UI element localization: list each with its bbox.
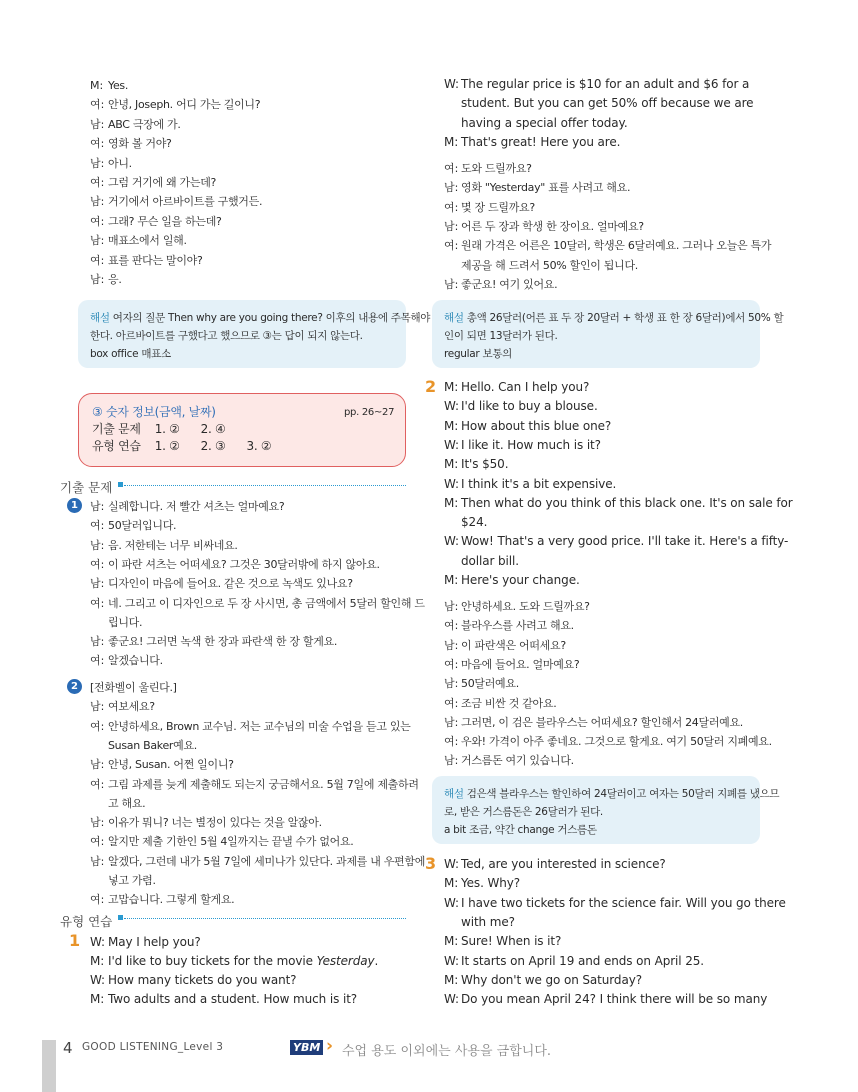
section-marker (118, 482, 123, 487)
dialog-text: 안녕하세요, Brown 교수님. 저는 교수님의 미술 수업을 듣고 있는 (108, 719, 411, 733)
dialog-line (461, 259, 638, 273)
speaker-label: 여: (90, 98, 105, 112)
speaker-label: 남: (444, 181, 459, 195)
answer-key-title: ③ 숫자 정보(금액, 날짜) (92, 405, 216, 419)
speaker-label: 여: (90, 214, 105, 228)
note-text: a bit 조금, 약간 change 거스름돈 (444, 824, 597, 836)
dialog-text: 넣고 가렴. (108, 874, 156, 887)
dialog-text: It starts on April 19 and ends on April 25. (461, 953, 705, 968)
dialog-line (461, 534, 788, 549)
ybm-logo-text: YBM (293, 1041, 321, 1054)
dialog-text: 표를 판다는 말이야? (108, 253, 203, 267)
note-line (90, 329, 363, 343)
dialog-line (461, 896, 786, 911)
dialog-text: Do you mean April 24? I think there will be so many (461, 992, 768, 1007)
dialog-text: [전화벨이 울린다.] (90, 681, 177, 694)
dialog-text: 음. 저한테는 너무 비싸네요. (108, 538, 238, 552)
speaker-label: W: (444, 399, 460, 414)
question-number: 3 (425, 854, 437, 873)
book-title: GOOD LISTENING_Level 3 (82, 1041, 224, 1053)
dialog-line (108, 635, 337, 649)
speaker-label: M: (444, 134, 459, 149)
dialog-text: Ted, are you interested in science? (461, 857, 666, 871)
dialog-line (461, 934, 561, 949)
speaker-label: 남: (90, 234, 105, 248)
dialog-text: Why don't we go on Saturday? (461, 972, 642, 987)
dialog-text: 그럼 거기에 왜 가는데? (108, 176, 217, 189)
note-text: 검은색 블라우스는 할인하여 24달러이고 여자는 50달러 지폐를 냈으므 (466, 788, 780, 800)
dialog-text: 도와 드릴까요? (461, 162, 532, 175)
speaker-label: 남: (90, 500, 105, 513)
dialog-line (108, 137, 172, 151)
dialog-text: 아니. (108, 156, 132, 170)
speaker-label: W: (444, 437, 460, 452)
speaker-label: M: (444, 495, 459, 510)
speaker-label: M: (90, 992, 105, 1006)
dialog-line (461, 239, 771, 253)
speaker-label: 여: (444, 657, 459, 671)
speaker-label: 남: (444, 677, 459, 691)
speaker-label: 남: (444, 219, 459, 233)
note-text: box office 매표소 (90, 348, 171, 360)
dialog-line (108, 973, 296, 988)
note-label: 해설 (90, 312, 113, 324)
speaker-label: W: (444, 857, 460, 871)
dialog-line (461, 162, 532, 176)
dialog-line (461, 181, 630, 195)
dialog-line (461, 619, 574, 633)
dialog-line (108, 577, 353, 591)
dialog-text: That's great! Here you are. (461, 134, 621, 149)
speaker-label: 여: (444, 200, 459, 214)
speaker-label: M: (444, 457, 459, 472)
dialog-line (108, 893, 234, 907)
dialog-line (108, 874, 156, 888)
speaker-label: M: (444, 380, 459, 394)
dialog-text: 제공을 해 드려서 50% 할인이 됩니다. (461, 258, 638, 272)
dialog-line (461, 380, 589, 395)
dialog-text: 그래? 무슨 일을 하는데? (108, 214, 222, 228)
dialog-text: having a special offer today. (461, 115, 628, 130)
dialog-line (461, 116, 628, 131)
dialog-line (461, 857, 666, 872)
speaker-label: M: (90, 954, 105, 968)
dialog-line (108, 195, 262, 209)
dialog-line (108, 816, 322, 830)
speaker-label: 남: (444, 277, 459, 291)
section-divider (124, 918, 406, 919)
dialog-text: Yes. (108, 79, 129, 92)
dialog-text: 고맙습니다. 그렇게 할게요. (108, 893, 235, 907)
dialog-text: 여보세요? (108, 700, 155, 714)
dialog-line (461, 220, 644, 234)
dialog-line (461, 677, 519, 691)
dialog-text: 그러면, 이 검은 블라우스는 어떠세요? 할인해서 24달러예요. (461, 715, 744, 729)
speaker-label: 여: (90, 835, 105, 849)
dialog-line (461, 915, 515, 930)
dialog-line (108, 98, 260, 112)
speaker-label: 남: (90, 700, 105, 714)
dialog-text: Yes. Why? (461, 876, 521, 891)
dialog-text: The regular price is $10 for an adult and $6 for a (461, 77, 750, 91)
speaker-label: M: (444, 972, 459, 987)
note-label: 해설 (444, 788, 467, 800)
speaker-label: M: (444, 573, 459, 587)
dialog-line (108, 992, 357, 1007)
dialog-text: 립니다. (108, 615, 143, 629)
footer-side-bar (42, 1040, 56, 1092)
dialog-text: 매표소에서 일해. (108, 234, 187, 248)
dialog-text: 안녕, Joseph. 어디 가는 길이니? (108, 98, 261, 112)
dialog-text: 좋군요! 여기 있어요. (461, 277, 558, 291)
note-line (444, 329, 558, 343)
dialog-text: 그림 과제를 늦게 제출해도 되는지 궁금해서요. 5월 7일에 제출하려 (108, 777, 419, 791)
dialog-line (108, 700, 155, 714)
speaker-label: 여: (90, 596, 105, 610)
speaker-label: 남: (90, 538, 105, 552)
dialog-line (108, 519, 176, 533)
note-text: 한다. 아르바이트를 구했다고 했으므로 ③는 답이 되지 않는다. (90, 330, 363, 342)
speaker-label: 남: (444, 715, 459, 729)
dialog-text: 몇 장 드릴까요? (461, 200, 535, 214)
note-text: 로, 받은 거스름돈은 26달러가 된다. (444, 806, 603, 818)
dialog-text: How many tickets do you want? (108, 973, 297, 987)
dialog-line (461, 399, 598, 414)
dialog-line (90, 681, 177, 695)
dialog-text: 마음에 들어요. 얼마예요? (461, 657, 580, 671)
dialog-text: 거스름돈 여기 있습니다. (461, 754, 574, 768)
question-badge: 1 (67, 498, 82, 513)
dialog-line (461, 716, 743, 730)
speaker-label: 남: (90, 273, 105, 286)
dialog-line (108, 739, 197, 753)
dialog-line (108, 758, 234, 772)
dialog-line (108, 118, 181, 132)
dialog-line (108, 273, 122, 287)
speaker-label: 여: (90, 253, 105, 267)
dialog-text: ABC 극장에 가. (108, 117, 181, 131)
dialog-line (461, 438, 601, 453)
dialog-text: 이유가 뭐니? 너는 별정이 있다는 것을 알잖아. (108, 816, 322, 830)
speaker-label: 남: (444, 754, 459, 768)
speaker-label: 남: (90, 758, 105, 772)
question-badge: 2 (67, 679, 82, 694)
dialog-line (108, 254, 203, 268)
dialog-text: 조금 비싼 것 같아요. (461, 696, 557, 710)
dialog-text: $24. (461, 515, 488, 530)
note-line (90, 347, 171, 361)
dialog-text: 네. 그리고 이 디자인으로 두 장 사시면, 총 금액에서 5달러 할인해 드 (108, 596, 425, 610)
dialog-line (108, 558, 380, 572)
dialog-text: May I help you? (108, 935, 201, 949)
dialog-text: 어른 두 장과 학생 한 장이요. 얼마예요? (461, 219, 644, 233)
dialog-line (461, 477, 616, 492)
dialog-line (461, 96, 753, 111)
dialog-text: 알겠다, 그런데 내가 5월 7일에 세미나가 있단다. 과제를 내 우편함에 (108, 854, 426, 868)
section-marker (118, 915, 123, 920)
speaker-label: 여: (90, 557, 105, 571)
dialog-text: 이 파란색은 어떠세요? (461, 638, 566, 652)
dialog-text: student. But you can get 50% off because we are (461, 96, 754, 111)
speaker-label: W: (444, 534, 460, 549)
speaker-label: W: (90, 973, 106, 987)
dialog-text: 실례합니다. 저 빨간 셔츠는 얼마예요? (108, 500, 285, 513)
dialog-text: 50달러예요. (461, 677, 519, 691)
note-line (444, 311, 783, 325)
speaker-label: 여: (444, 239, 459, 253)
note-label: 해설 (444, 312, 467, 324)
dialog-line (461, 135, 620, 150)
dialog-line (461, 600, 590, 614)
dialog-text: I like it. How much is it? (461, 437, 601, 452)
dialog-text: 영화 "Yesterday" 표를 사려고 해요. (461, 181, 631, 195)
section-heading: 유형 연습 (60, 914, 113, 929)
note-line (444, 787, 779, 801)
speaker-label: W: (444, 953, 460, 968)
speaker-label: 여: (90, 719, 105, 733)
speaker-label: 여: (90, 654, 105, 668)
dialog-text: 우와! 가격이 아주 좋네요. 그것으로 할게요. 여기 50달러 지폐예요. (461, 735, 772, 749)
speaker-label: W: (444, 476, 460, 491)
dialog-line (108, 616, 142, 630)
note-line (444, 823, 597, 837)
section-heading: 기출 문제 (60, 480, 113, 495)
dialog-text: Hello. Can I help you? (461, 380, 590, 394)
dialog-text: Susan Baker예요. (108, 738, 197, 752)
dialog-text: dollar bill. (461, 553, 519, 568)
dialog-text: 50달러입니다. (108, 519, 177, 533)
dialog-text: I'd like to buy a blouse. (461, 399, 598, 414)
speaker-label: 여: (444, 735, 459, 749)
dialog-text: 알지만 제출 기한인 5월 4일까지는 끝낼 수가 없어요. (108, 835, 354, 849)
dialog-text: 거기에서 아르바이트를 구했거든. (108, 195, 263, 209)
dialog-text: I have two tickets for the science fair. Will you go there (461, 895, 786, 910)
answer-key-row: 유형 연습 1. ② 2. ③ 3. ② (92, 439, 272, 453)
dialog-text: Here's your change. (461, 573, 580, 587)
dialog-line (461, 419, 611, 434)
dialog-text: 알겠습니다. (108, 654, 163, 668)
dialog-line (108, 935, 201, 950)
dialog-line (108, 855, 425, 869)
speaker-label: M: (444, 934, 459, 949)
speaker-label: 여: (90, 893, 105, 907)
section-divider (124, 485, 406, 486)
speaker-label: 남: (90, 156, 105, 170)
note-line (444, 347, 512, 361)
dialog-line (461, 457, 508, 472)
dialog-line (461, 515, 487, 530)
dialog-text: It's $50. (461, 457, 509, 472)
dialog-line (108, 797, 145, 811)
dialog-text-end: . (374, 954, 379, 968)
page-number: 4 (63, 1039, 73, 1057)
dialog-text: 안녕, Susan. 어쩐 일이니? (108, 758, 234, 772)
dialog-text: 응. (108, 273, 122, 286)
speaker-label: 여: (444, 696, 459, 710)
footer-arrow: › (326, 1036, 334, 1056)
speaker-label: 여: (90, 176, 105, 189)
dialog-line (108, 176, 216, 190)
dialog-text: 이 파란 셔츠는 어떠세요? 그것은 30달러밖에 하지 않아요. (108, 557, 380, 571)
dialog-line (461, 639, 566, 653)
question-number: 2 (425, 377, 437, 396)
speaker-label: 여: (444, 162, 459, 175)
dialog-line (461, 973, 642, 988)
movie-title: Yesterday (316, 954, 375, 968)
ybm-logo (290, 1040, 323, 1055)
speaker-label: 남: (90, 816, 105, 830)
dialog-line (108, 720, 411, 734)
speaker-label: 남: (444, 600, 459, 613)
dialog-text: I think it's a bit expensive. (461, 476, 617, 491)
usage-notice: 수업 용도 이외에는 사용을 금합니다. (342, 1044, 552, 1059)
speaker-label: 여: (90, 519, 105, 533)
dialog-text: Wow! That's a very good price. I'll take it. Here's a fifty- (461, 534, 789, 549)
dialog-line (461, 573, 580, 588)
speaker-label: 남: (90, 635, 105, 649)
dialog-line (461, 658, 579, 672)
question-number: 1 (69, 931, 81, 950)
dialog-line (461, 754, 574, 768)
dialog-text: 고 해요. (108, 796, 146, 810)
speaker-label: W: (444, 895, 460, 910)
speaker-label: 남: (444, 638, 459, 652)
answer-key-row: 기출 문제 1. ② 2. ④ (92, 422, 226, 436)
answer-key-pages: pp. 26~27 (344, 407, 395, 418)
dialog-text: 안녕하세요. 도와 드릴까요? (461, 600, 590, 613)
dialog-text: 원래 가격은 어른은 10달러, 학생은 6달러예요. 그러나 오늘은 특가 (461, 239, 772, 253)
dialog-line (108, 79, 128, 93)
dialog-text: I'd like to buy tickets for the movie (108, 954, 317, 968)
speaker-label: M: (444, 418, 459, 433)
dialog-line (108, 954, 378, 969)
note-line (444, 805, 603, 819)
speaker-label: 남: (90, 854, 105, 868)
dialog-text: 디자인이 마음에 들어요. 같은 것으로 녹색도 있나요? (108, 577, 353, 591)
dialog-line (461, 697, 556, 711)
dialog-text: Sure! When is it? (461, 934, 562, 949)
dialog-line (108, 157, 132, 171)
dialog-line (108, 654, 163, 668)
dialog-text: 블라우스를 사려고 해요. (461, 619, 574, 633)
note-text: 총액 26달러(어른 표 두 장 20달러 + 학생 표 한 장 6달러)에서 50% 할 (466, 312, 784, 324)
dialog-line (461, 876, 520, 891)
note-line (90, 311, 430, 325)
note-text: 여자의 질문 Then why are you going there? 이후의 내용에 주목해야 (112, 312, 431, 324)
speaker-label: 여: (90, 777, 105, 791)
dialog-line (461, 77, 749, 92)
dialog-line (108, 778, 419, 792)
dialog-line (461, 278, 557, 292)
speaker-label: 여: (444, 619, 459, 633)
speaker-label: 여: (90, 137, 105, 151)
dialog-line (108, 597, 425, 611)
dialog-line (108, 539, 238, 553)
dialog-line (461, 201, 535, 215)
dialog-line (108, 234, 187, 248)
dialog-line (461, 735, 772, 749)
dialog-line (108, 835, 354, 849)
dialog-line (461, 554, 519, 569)
note-text: regular 보통의 (444, 348, 513, 360)
speaker-label: W: (444, 992, 460, 1007)
speaker-label: 남: (90, 117, 105, 131)
speaker-label: W: (444, 77, 460, 91)
speaker-label: M: (444, 876, 459, 891)
dialog-line (461, 496, 793, 511)
dialog-text: with me? (461, 914, 515, 929)
note-text: 인이 되면 13달러가 된다. (444, 330, 558, 342)
speaker-label: W: (90, 935, 106, 949)
dialog-text: 좋군요! 그러면 녹색 한 장과 파란색 한 장 할게요. (108, 635, 338, 649)
speaker-label: 남: (90, 195, 105, 209)
dialog-text: How about this blue one? (461, 418, 612, 433)
speaker-label: 남: (90, 577, 105, 591)
dialog-text: 영화 볼 거야? (108, 137, 172, 151)
dialog-line (108, 215, 222, 229)
dialog-line (461, 992, 767, 1007)
dialog-text: Two adults and a student. How much is it? (108, 992, 358, 1006)
dialog-text: Then what do you think of this black one. It's on sale for (461, 495, 793, 510)
dialog-line (108, 500, 284, 514)
speaker-label: M: (90, 79, 104, 92)
dialog-line (461, 954, 704, 969)
